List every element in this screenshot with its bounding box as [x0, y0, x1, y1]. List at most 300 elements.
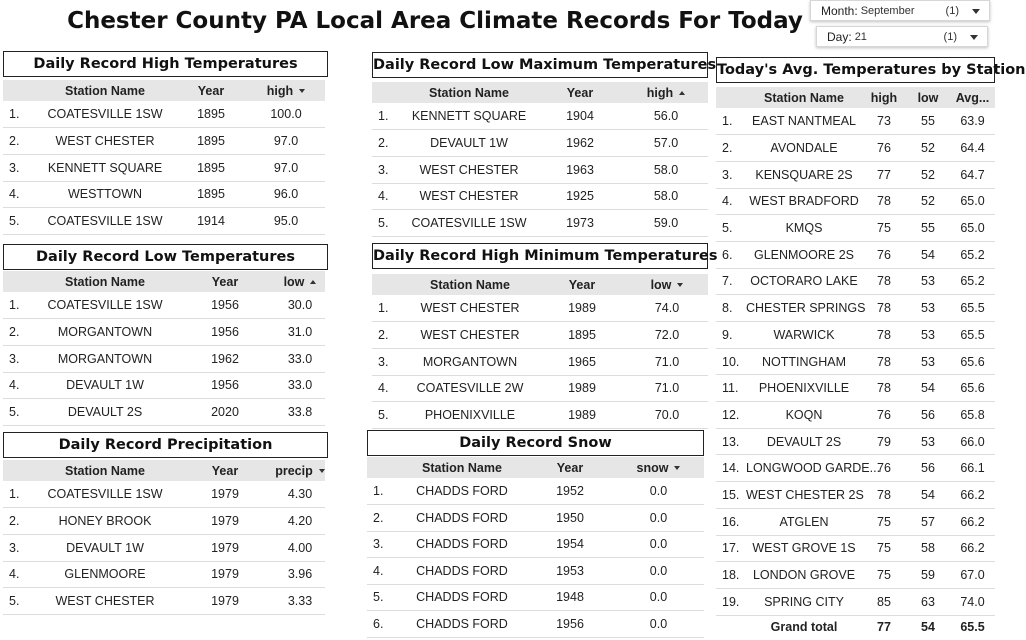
high-column-header[interactable]: high — [862, 87, 906, 108]
low-max-table — [372, 82, 708, 237]
station-name: DEVAULT 1W — [402, 130, 536, 157]
station-column-header[interactable]: Station Name — [35, 460, 175, 481]
year-column-header[interactable]: Year — [536, 82, 624, 103]
table-row — [3, 128, 325, 155]
record-year: 1979 — [175, 588, 275, 615]
avg-value: 66.0 — [950, 428, 995, 455]
record-year: 1895 — [175, 101, 247, 128]
low-column-header[interactable]: low — [906, 87, 950, 108]
low-value: 52 — [906, 135, 950, 162]
station-name: CHADDS FORD — [397, 531, 527, 558]
high-value: 78 — [862, 295, 906, 322]
low-value: 63 — [906, 588, 950, 615]
row-index: 1. — [367, 478, 397, 505]
low-value: 55 — [906, 108, 950, 135]
low-value: 57 — [906, 508, 950, 535]
month-filter-count: (1) — [945, 4, 959, 17]
station-column-header[interactable]: Station Name — [397, 457, 527, 478]
day-filter[interactable] — [816, 26, 988, 47]
station-name: WEST BRADFORD — [746, 188, 862, 215]
value-column-header[interactable] — [247, 80, 325, 101]
row-index: 5. — [372, 402, 402, 429]
low-value: 55 — [906, 215, 950, 242]
station-name: DEVAULT 1W — [35, 534, 175, 561]
table-row — [372, 402, 708, 429]
sort-descending-icon[interactable] — [299, 89, 305, 93]
total-low: 54 — [921, 620, 935, 635]
row-index: 3. — [716, 161, 746, 188]
table-row — [372, 295, 708, 322]
record-value: 3.33 — [275, 588, 325, 615]
chevron-down-icon[interactable] — [970, 35, 978, 40]
row-index: 5. — [716, 215, 746, 242]
low-value: 53 — [906, 295, 950, 322]
high-value: 79 — [862, 428, 906, 455]
table-row — [367, 558, 704, 585]
high-temps-table — [3, 80, 325, 235]
record-year: 1950 — [527, 505, 613, 532]
month-filter-label: Month: — [821, 3, 858, 18]
high-value: 75 — [862, 215, 906, 242]
high-temps-title: Daily Record High Temperatures — [3, 51, 328, 77]
table-row — [372, 130, 708, 157]
station-name: WEST GROVE 1S — [746, 535, 862, 562]
high-value: 75 — [862, 562, 906, 589]
row-index: 14. — [716, 455, 746, 482]
avg-value: 67.0 — [950, 562, 995, 589]
table-row — [716, 428, 995, 455]
page-title: Chester County PA Local Area Climate Records For Today — [67, 8, 803, 34]
record-year: 1948 — [527, 584, 613, 611]
low-value: 53 — [906, 428, 950, 455]
table-row — [716, 348, 995, 375]
header-row — [367, 457, 704, 478]
avg-column-header[interactable]: Avg... — [950, 87, 995, 108]
record-value: 74.0 — [626, 295, 708, 322]
precip-title: Daily Record Precipitation — [3, 432, 328, 458]
index-header — [3, 460, 35, 481]
station-name: COATESVILLE 2W — [402, 375, 538, 402]
record-year: 1963 — [536, 156, 624, 183]
record-value: 71.0 — [626, 348, 708, 375]
station-name: LONGWOOD GARDE... — [746, 455, 862, 482]
low-temps-title: Daily Record Low Temperatures — [3, 244, 328, 270]
station-column-header[interactable]: Station Name — [746, 87, 862, 108]
index-header — [716, 87, 746, 108]
low-value: 52 — [906, 161, 950, 188]
row-index: 6. — [367, 611, 397, 638]
table-row — [3, 399, 325, 426]
high-value: 78 — [862, 348, 906, 375]
index-header — [372, 82, 402, 103]
record-value: 96.0 — [247, 181, 325, 208]
station-name: EAST NANTMEAL — [746, 108, 862, 135]
year-column-header[interactable]: Year — [538, 274, 626, 295]
station-column-header[interactable]: Station Name — [402, 82, 536, 103]
high-min-title: Daily Record High Minimum Temperatures — [372, 243, 708, 269]
row-index: 4. — [372, 375, 402, 402]
record-value: 3.96 — [275, 561, 325, 588]
table-row — [3, 372, 325, 399]
avg-value: 64.7 — [950, 161, 995, 188]
precip-table — [3, 460, 325, 615]
table-row — [716, 482, 995, 509]
record-value: 58.0 — [624, 156, 708, 183]
header-row — [3, 460, 325, 481]
total-high: 77 — [877, 620, 891, 635]
month-filter[interactable] — [810, 0, 990, 21]
value-column-label: low — [283, 274, 305, 289]
record-value: 58.0 — [624, 183, 708, 210]
year-column-header[interactable]: Year — [175, 460, 275, 481]
table-row — [716, 188, 995, 215]
table-row — [716, 295, 995, 322]
row-index: 12. — [716, 402, 746, 429]
index-header — [3, 80, 35, 101]
row-index: 3. — [3, 345, 35, 372]
avg-value: 66.2 — [950, 508, 995, 535]
station-name: MORGANTOWN — [402, 348, 538, 375]
record-year: 1956 — [175, 292, 275, 319]
station-name: WEST CHESTER — [402, 295, 538, 322]
row-index: 16. — [716, 508, 746, 535]
avg-value: 74.0 — [950, 588, 995, 615]
day-filter-label: Day: — [827, 29, 852, 44]
avg-value: 65.0 — [950, 215, 995, 242]
record-year: 1952 — [527, 478, 613, 505]
index-header — [372, 274, 402, 295]
station-name: WARWICK — [746, 322, 862, 349]
avg-value: 65.6 — [950, 348, 995, 375]
table-row — [716, 268, 995, 295]
record-value: 4.20 — [275, 508, 325, 535]
row-index: 2. — [367, 505, 397, 532]
table-row — [372, 210, 708, 237]
value-column-label: high — [266, 83, 294, 98]
chevron-down-icon[interactable] — [972, 9, 980, 14]
row-index: 11. — [716, 375, 746, 402]
record-year: 1895 — [175, 154, 247, 181]
record-value: 0.0 — [613, 611, 704, 638]
table-row — [367, 584, 704, 611]
header-row — [3, 271, 325, 292]
table-row — [716, 322, 995, 349]
record-year: 1989 — [538, 295, 626, 322]
header-row — [372, 82, 708, 103]
station-name: KENSQUARE 2S — [746, 161, 862, 188]
snow-table — [367, 457, 704, 638]
low-value: 58 — [906, 535, 950, 562]
station-name: WEST CHESTER — [402, 156, 536, 183]
record-year: 1979 — [175, 534, 275, 561]
low-value: 53 — [906, 268, 950, 295]
table-row — [372, 322, 708, 349]
record-value: 57.0 — [624, 130, 708, 157]
avg-value: 66.1 — [950, 455, 995, 482]
row-index: 3. — [3, 534, 35, 561]
row-index: 3. — [367, 531, 397, 558]
table-row — [3, 208, 325, 235]
record-value: 31.0 — [275, 319, 325, 346]
header-row — [3, 80, 325, 101]
value-column-header[interactable] — [613, 457, 704, 478]
station-name: COATESVILLE 1SW — [35, 101, 175, 128]
table-row — [372, 348, 708, 375]
row-index: 2. — [372, 322, 402, 349]
record-value: 56.0 — [624, 103, 708, 130]
row-index: 5. — [3, 208, 35, 235]
record-value: 4.30 — [275, 481, 325, 508]
low-value: 56 — [906, 455, 950, 482]
avg-value: 65.5 — [950, 295, 995, 322]
station-name: DEVAULT 2S — [35, 399, 175, 426]
record-year: 1989 — [538, 375, 626, 402]
record-year: 1895 — [175, 181, 247, 208]
avg-value: 65.2 — [950, 268, 995, 295]
avg-value: 63.9 — [950, 108, 995, 135]
row-index: 10. — [716, 348, 746, 375]
station-name: CHADDS FORD — [397, 611, 527, 638]
row-index: 2. — [3, 128, 35, 155]
sort-descending-icon[interactable] — [319, 469, 325, 473]
low-value: 53 — [906, 322, 950, 349]
table-row — [367, 505, 704, 532]
record-year: 1962 — [536, 130, 624, 157]
record-value: 0.0 — [613, 478, 704, 505]
high-value: 78 — [862, 322, 906, 349]
table-row — [3, 481, 325, 508]
station-name: WESTTOWN — [35, 181, 175, 208]
record-year: 2020 — [175, 399, 275, 426]
station-column-header[interactable]: Station Name — [402, 274, 538, 295]
record-year: 1979 — [175, 561, 275, 588]
row-index: 13. — [716, 428, 746, 455]
high-value: 78 — [862, 482, 906, 509]
record-year: 1956 — [527, 611, 613, 638]
avg-by-station-table — [716, 87, 995, 639]
station-name: PHOENIXVILLE — [746, 375, 862, 402]
table-row — [716, 375, 995, 402]
station-name: COATESVILLE 1SW — [35, 481, 175, 508]
station-name: WEST CHESTER 2S — [746, 482, 862, 509]
station-name: CHADDS FORD — [397, 584, 527, 611]
station-name: KMQS — [746, 215, 862, 242]
station-name: ATGLEN — [746, 508, 862, 535]
record-year: 1979 — [175, 508, 275, 535]
row-index: 5. — [367, 584, 397, 611]
high-value: 76 — [862, 135, 906, 162]
record-year: 1965 — [538, 348, 626, 375]
row-index: 3. — [3, 154, 35, 181]
row-index: 1. — [3, 101, 35, 128]
record-value: 97.0 — [247, 154, 325, 181]
high-value: 78 — [862, 375, 906, 402]
header-row — [372, 274, 708, 295]
record-value: 33.0 — [275, 345, 325, 372]
row-index: 1. — [3, 292, 35, 319]
record-year: 1904 — [536, 103, 624, 130]
table-row — [3, 154, 325, 181]
station-name: COATESVILLE 1SW — [35, 208, 175, 235]
record-value: 0.0 — [613, 505, 704, 532]
avg-value: 64.4 — [950, 135, 995, 162]
row-index: 7. — [716, 268, 746, 295]
year-column-header[interactable]: Year — [175, 271, 275, 292]
table-row — [3, 561, 325, 588]
year-column-header[interactable]: Year — [175, 80, 247, 101]
high-value: 76 — [862, 402, 906, 429]
station-name: KOQN — [746, 402, 862, 429]
value-column-label: low — [650, 277, 672, 292]
table-row — [372, 156, 708, 183]
high-value: 77 — [862, 161, 906, 188]
value-column-header[interactable] — [275, 271, 325, 292]
row-index: 1. — [716, 108, 746, 135]
table-row — [716, 508, 995, 535]
station-name: CHADDS FORD — [397, 478, 527, 505]
table-row — [716, 108, 995, 135]
row-index: 4. — [716, 188, 746, 215]
table-row — [716, 588, 995, 615]
sort-ascending-icon[interactable] — [679, 91, 685, 95]
station-name: WEST CHESTER — [35, 588, 175, 615]
index-header — [367, 457, 397, 478]
record-year: 1925 — [536, 183, 624, 210]
station-name: DEVAULT 1W — [35, 372, 175, 399]
row-index: 4. — [3, 561, 35, 588]
record-year: 1962 — [175, 345, 275, 372]
record-value: 33.8 — [275, 399, 325, 426]
record-value: 72.0 — [626, 322, 708, 349]
table-row — [372, 375, 708, 402]
station-name: KENNETT SQUARE — [35, 154, 175, 181]
station-name: OCTORARO LAKE — [746, 268, 862, 295]
avg-value: 65.0 — [950, 188, 995, 215]
table-row — [716, 135, 995, 162]
record-value: 0.0 — [613, 584, 704, 611]
high-value: 76 — [862, 241, 906, 268]
value-column-header[interactable] — [624, 82, 708, 103]
header-row — [716, 87, 995, 108]
record-year: 1895 — [538, 322, 626, 349]
table-row — [372, 103, 708, 130]
row-index: 2. — [716, 135, 746, 162]
high-value: 78 — [862, 188, 906, 215]
day-filter-value: 21 — [854, 30, 867, 43]
low-value: 54 — [906, 375, 950, 402]
low-value: 54 — [906, 482, 950, 509]
low-temps-table — [3, 271, 325, 426]
row-index: 4. — [3, 372, 35, 399]
table-row — [716, 562, 995, 589]
station-name: SPRING CITY — [746, 588, 862, 615]
avg-by-station-title: Today's Avg. Temperatures by Station — [716, 57, 995, 83]
low-value: 56 — [906, 402, 950, 429]
total-avg: 65.5 — [960, 620, 985, 635]
value-column-header[interactable] — [275, 460, 325, 481]
station-name: HONEY BROOK — [35, 508, 175, 535]
table-row — [367, 531, 704, 558]
sort-ascending-icon[interactable] — [310, 280, 316, 284]
station-name: COATESVILLE 1SW — [402, 210, 536, 237]
record-value: 70.0 — [626, 402, 708, 429]
table-row — [3, 345, 325, 372]
high-value: 73 — [862, 108, 906, 135]
value-column-label: high — [646, 85, 674, 100]
year-column-header[interactable]: Year — [527, 457, 613, 478]
row-index: 1. — [372, 103, 402, 130]
table-row — [3, 319, 325, 346]
value-column-label: snow — [636, 460, 669, 475]
station-name: CHADDS FORD — [397, 558, 527, 585]
row-index: 5. — [3, 399, 35, 426]
record-year: 1956 — [175, 319, 275, 346]
station-name: LONDON GROVE — [746, 562, 862, 589]
table-row — [716, 241, 995, 268]
row-index: 2. — [3, 508, 35, 535]
index-header — [3, 271, 35, 292]
row-index: 4. — [372, 183, 402, 210]
record-value: 95.0 — [247, 208, 325, 235]
high-min-table — [372, 274, 708, 429]
avg-value: 65.2 — [950, 241, 995, 268]
snow-title: Daily Record Snow — [367, 430, 704, 456]
station-column-header[interactable]: Station Name — [35, 271, 175, 292]
low-value: 53 — [906, 348, 950, 375]
station-name: DEVAULT 2S — [746, 428, 862, 455]
table-row — [716, 402, 995, 429]
table-row — [716, 455, 995, 482]
record-value: 97.0 — [247, 128, 325, 155]
sort-descending-icon[interactable] — [674, 466, 680, 470]
table-row — [3, 292, 325, 319]
row-index: 3. — [372, 156, 402, 183]
record-value: 33.0 — [275, 372, 325, 399]
row-index: 4. — [367, 558, 397, 585]
value-column-header[interactable] — [626, 274, 708, 295]
low-max-title: Daily Record Low Maximum Temperatures — [372, 52, 708, 78]
station-name: AVONDALE — [746, 135, 862, 162]
table-row — [3, 534, 325, 561]
high-value: 85 — [862, 588, 906, 615]
table-row — [3, 181, 325, 208]
row-index: 19. — [716, 588, 746, 615]
table-row — [3, 508, 325, 535]
total-spacer — [716, 615, 746, 639]
table-row — [3, 588, 325, 615]
record-year: 1979 — [175, 481, 275, 508]
high-value: 76 — [862, 455, 906, 482]
row-index: 1. — [3, 481, 35, 508]
station-name: GLENMOORE 2S — [746, 241, 862, 268]
row-index: 1. — [372, 295, 402, 322]
record-value: 30.0 — [275, 292, 325, 319]
row-index: 3. — [372, 348, 402, 375]
station-column-header[interactable]: Station Name — [35, 80, 175, 101]
record-value: 0.0 — [613, 558, 704, 585]
table-row — [3, 101, 325, 128]
high-value: 75 — [862, 535, 906, 562]
avg-value: 66.2 — [950, 482, 995, 509]
station-name: CHADDS FORD — [397, 505, 527, 532]
table-row — [716, 161, 995, 188]
high-value: 75 — [862, 508, 906, 535]
record-year: 1989 — [538, 402, 626, 429]
station-name: COATESVILLE 1SW — [35, 292, 175, 319]
station-name: GLENMOORE — [35, 561, 175, 588]
station-name: CHESTER SPRINGS — [746, 295, 862, 322]
sort-descending-icon[interactable] — [677, 283, 683, 287]
